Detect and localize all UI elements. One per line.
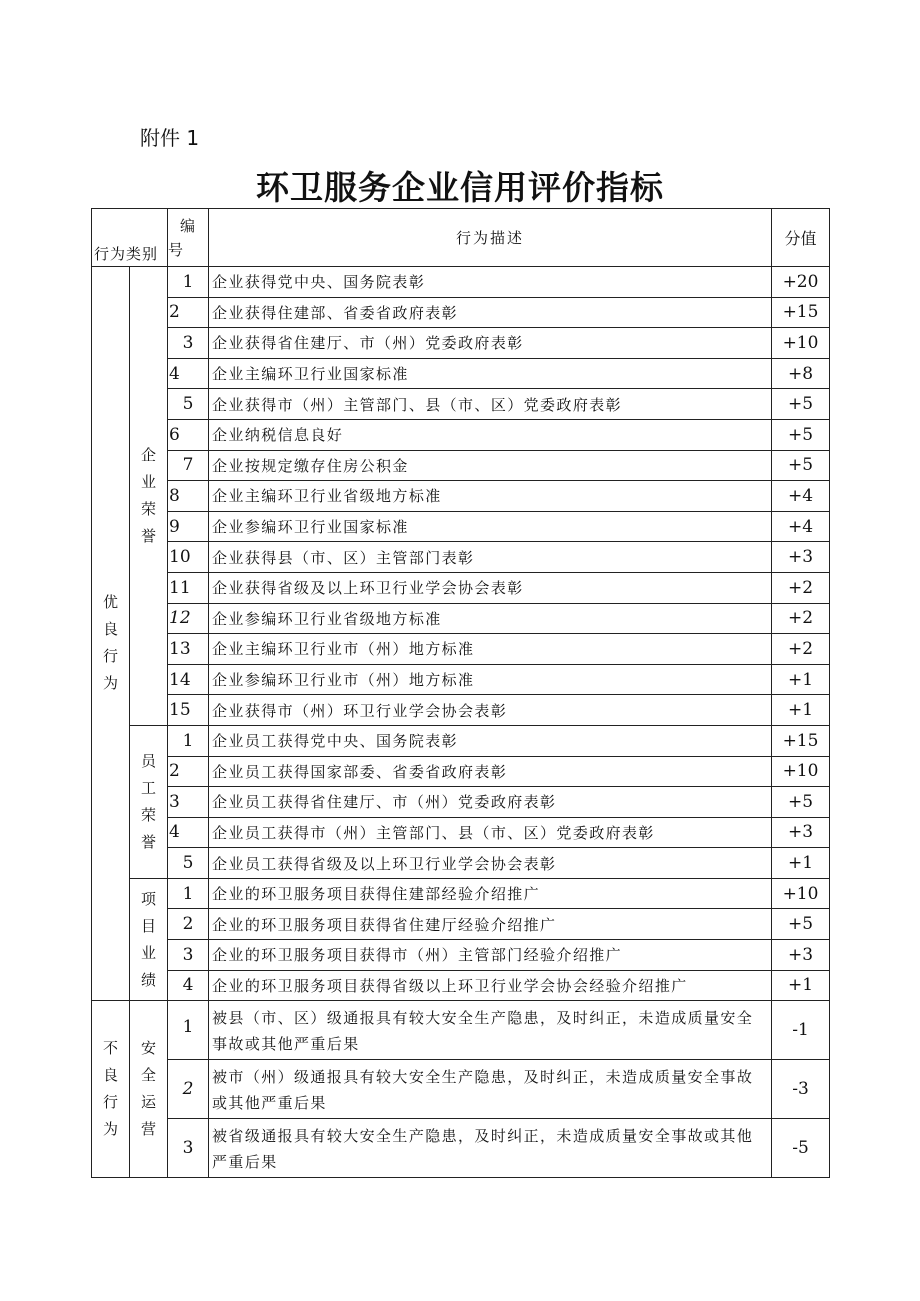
category-char: 为: [102, 1120, 118, 1139]
category-char: 绩: [141, 970, 157, 989]
category-char: 运: [141, 1093, 157, 1112]
row-description: 企业的环卫服务项目获得住建部经验介绍推广: [209, 878, 772, 909]
row-score: +5: [772, 419, 830, 450]
row-description: 企业主编环卫行业国家标准: [209, 358, 772, 389]
row-number: 2: [168, 297, 209, 328]
row-score: +1: [772, 970, 830, 1001]
row-score: +2: [772, 603, 830, 634]
row-score: +4: [772, 511, 830, 542]
table-row: [92, 603, 830, 634]
category-char: 全: [141, 1066, 157, 1085]
row-description: 企业员工获得党中央、国务院表彰: [209, 725, 772, 756]
row-number: 8: [168, 481, 209, 512]
row-description: 企业员工获得国家部委、省委省政府表彰: [209, 756, 772, 787]
header-category: 行为类别: [92, 209, 168, 267]
row-description: 被市（州）级通报具有较大安全生产隐患，及时纠正，未造成质量安全事故或其他严重后果: [209, 1060, 772, 1119]
row-number: 4: [168, 817, 209, 848]
category-char: 目: [141, 916, 157, 935]
table-row: [92, 419, 830, 450]
table-row: [92, 542, 830, 573]
row-number: 5: [168, 848, 209, 879]
row-description: 企业主编环卫行业市（州）地方标准: [209, 634, 772, 665]
row-description: 企业纳税信息良好: [209, 419, 772, 450]
row-number: 5: [168, 389, 209, 420]
header-description: 行为描述: [209, 209, 772, 267]
table-row: [92, 756, 830, 787]
row-score: -1: [772, 1001, 830, 1060]
subcategory-1: [130, 725, 168, 878]
row-description: 被县（市、区）级通报具有较大安全生产隐患，及时纠正，未造成质量安全事故或其他严重后果: [209, 1001, 772, 1060]
attachment-label: 附件 1: [140, 126, 200, 150]
row-number: 15: [168, 695, 209, 726]
row-number: 4: [168, 970, 209, 1001]
row-number: 10: [168, 542, 209, 573]
subcategory-0: [130, 267, 168, 726]
row-number: 4: [168, 358, 209, 389]
table-row: [92, 297, 830, 328]
row-number: 3: [168, 787, 209, 818]
category-char: 行: [102, 1093, 118, 1112]
subcategory-safety: [130, 1001, 168, 1178]
row-description: 企业获得省级及以上环卫行业学会协会表彰: [209, 572, 772, 603]
table-row: [92, 1060, 830, 1119]
category-char: 良: [102, 619, 118, 638]
table-row: [92, 664, 830, 695]
row-number: 2: [168, 1060, 209, 1119]
row-score: +10: [772, 878, 830, 909]
category-char: 不: [102, 1039, 118, 1058]
header-number: 编 号: [168, 209, 209, 267]
row-description: 企业获得市（州）环卫行业学会协会表彰: [209, 695, 772, 726]
row-number: 11: [168, 572, 209, 603]
subcategory-2: [130, 878, 168, 1000]
category-char: 为: [102, 673, 118, 692]
row-number: 3: [168, 328, 209, 359]
row-description: 企业获得省住建厅、市（州）党委政府表彰: [209, 328, 772, 359]
table-row: [92, 817, 830, 848]
table-row: [92, 940, 830, 971]
row-description: 企业获得住建部、省委省政府表彰: [209, 297, 772, 328]
row-number: 3: [168, 940, 209, 971]
category-char: 业: [141, 472, 157, 491]
category-char: 誉: [141, 832, 157, 851]
table-header-row: [92, 209, 830, 267]
row-score: +15: [772, 297, 830, 328]
table-row: [92, 358, 830, 389]
category-bad-behavior: [92, 1001, 130, 1178]
row-description: 企业获得县（市、区）主管部门表彰: [209, 542, 772, 573]
row-number: 12: [168, 603, 209, 634]
row-score: +3: [772, 817, 830, 848]
row-score: +1: [772, 695, 830, 726]
category-char: 荣: [141, 499, 157, 518]
header-score: 分值: [772, 209, 830, 267]
row-description: 企业员工获得市（州）主管部门、县（市、区）党委政府表彰: [209, 817, 772, 848]
table-row: [92, 511, 830, 542]
row-score: +3: [772, 542, 830, 573]
row-description: 企业参编环卫行业省级地方标准: [209, 603, 772, 634]
row-score: -3: [772, 1060, 830, 1119]
page-title: 环卫服务企业信用评价指标: [256, 168, 664, 207]
row-number: 2: [168, 909, 209, 940]
row-description: 企业获得市（州）主管部门、县（市、区）党委政府表彰: [209, 389, 772, 420]
table-row: [92, 572, 830, 603]
row-score: -5: [772, 1119, 830, 1178]
row-number: 1: [168, 1001, 209, 1060]
row-description: 企业参编环卫行业市（州）地方标准: [209, 664, 772, 695]
row-score: +3: [772, 940, 830, 971]
row-score: +1: [772, 664, 830, 695]
table-row: [92, 1119, 830, 1178]
row-number: 6: [168, 419, 209, 450]
category-char: 员: [141, 751, 157, 770]
table-row: [92, 481, 830, 512]
row-score: +20: [772, 267, 830, 298]
row-score: +5: [772, 450, 830, 481]
category-char: 企: [141, 445, 157, 464]
row-score: +5: [772, 909, 830, 940]
table-row: [92, 725, 830, 756]
row-score: +15: [772, 725, 830, 756]
row-description: 企业获得党中央、国务院表彰: [209, 267, 772, 298]
row-description: 企业的环卫服务项目获得省级以上环卫行业学会协会经验介绍推广: [209, 970, 772, 1001]
table-row: [92, 267, 830, 298]
row-description: 企业按规定缴存住房公积金: [209, 450, 772, 481]
category-char: 行: [102, 646, 118, 665]
table-row: [92, 848, 830, 879]
category-char: 营: [141, 1120, 157, 1139]
row-score: +5: [772, 389, 830, 420]
row-description: 企业员工获得省住建厅、市（州）党委政府表彰: [209, 787, 772, 818]
row-score: +2: [772, 634, 830, 665]
table-row: [92, 328, 830, 359]
row-number: 1: [168, 267, 209, 298]
category-char: 工: [141, 778, 157, 797]
row-number: 2: [168, 756, 209, 787]
table-row: [92, 787, 830, 818]
table-row: [92, 389, 830, 420]
table-row: [92, 695, 830, 726]
table-row: [92, 970, 830, 1001]
row-number: 14: [168, 664, 209, 695]
row-number: 1: [168, 878, 209, 909]
table-row: [92, 450, 830, 481]
row-description: 被省级通报具有较大安全生产隐患，及时纠正，未造成质量安全事故或其他严重后果: [209, 1119, 772, 1178]
category-char: 优: [102, 592, 118, 611]
table-row: [92, 909, 830, 940]
table-row: [92, 1001, 830, 1060]
table-row: [92, 634, 830, 665]
category-char: 良: [102, 1066, 118, 1085]
row-number: 9: [168, 511, 209, 542]
row-score: +4: [772, 481, 830, 512]
category-char: 誉: [141, 526, 157, 545]
row-description: 企业主编环卫行业省级地方标准: [209, 481, 772, 512]
row-score: +8: [772, 358, 830, 389]
category-char: 荣: [141, 805, 157, 824]
row-score: +10: [772, 328, 830, 359]
row-score: +5: [772, 787, 830, 818]
row-number: 13: [168, 634, 209, 665]
credit-evaluation-table: [91, 208, 830, 1178]
row-number: 7: [168, 450, 209, 481]
row-description: 企业的环卫服务项目获得省住建厅经验介绍推广: [209, 909, 772, 940]
category-good-behavior: [92, 267, 130, 1001]
row-number: 1: [168, 725, 209, 756]
table-row: [92, 878, 830, 909]
row-score: +2: [772, 572, 830, 603]
row-score: +1: [772, 848, 830, 879]
row-description: 企业的环卫服务项目获得市（州）主管部门经验介绍推广: [209, 940, 772, 971]
category-char: 项: [141, 889, 157, 908]
category-char: 安: [141, 1039, 157, 1058]
row-description: 企业参编环卫行业国家标准: [209, 511, 772, 542]
category-char: 业: [141, 943, 157, 962]
row-description: 企业员工获得省级及以上环卫行业学会协会表彰: [209, 848, 772, 879]
row-number: 3: [168, 1119, 209, 1178]
row-score: +10: [772, 756, 830, 787]
